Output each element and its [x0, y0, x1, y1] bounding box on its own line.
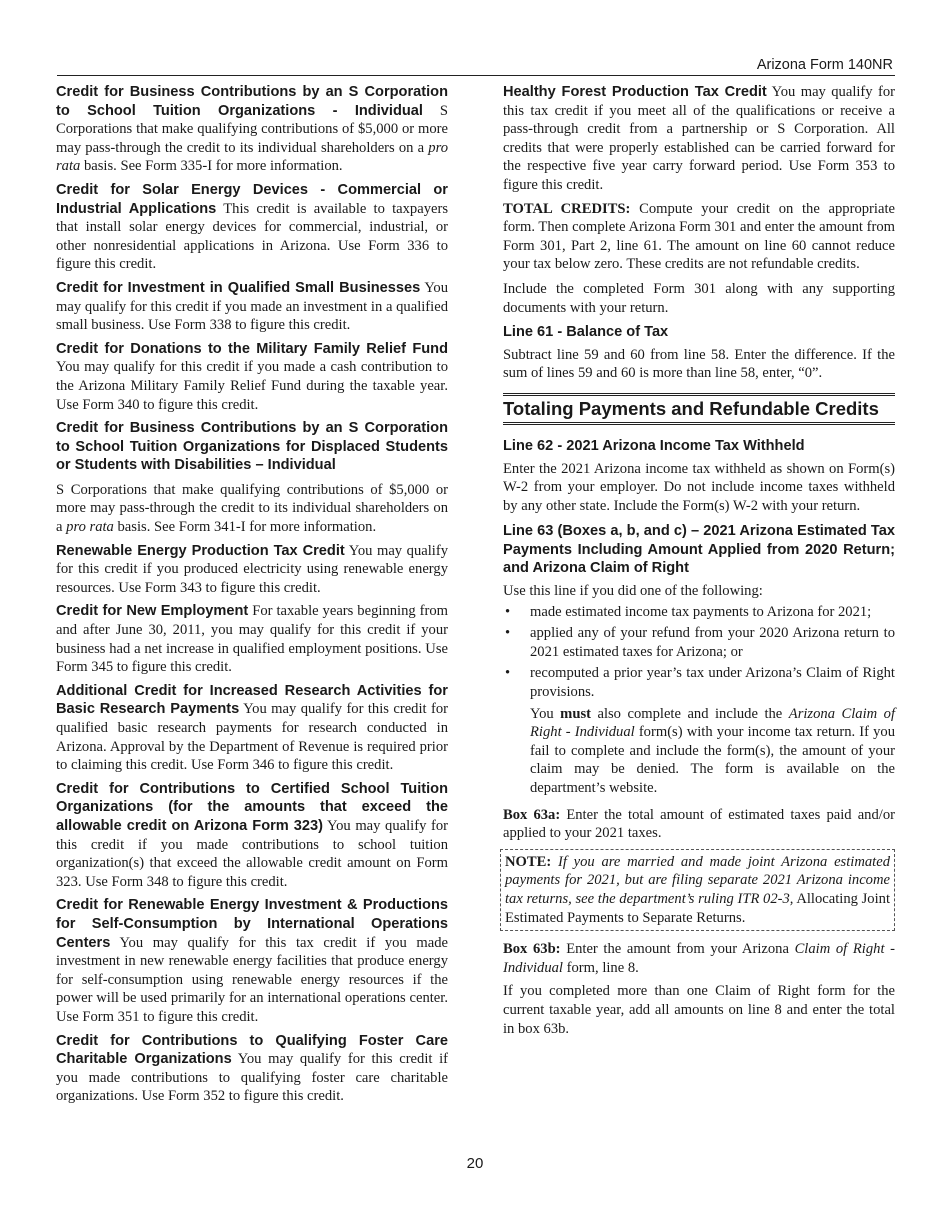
- include-form-301: Include the completed Form 301 along with any supporting documents with your return.: [503, 280, 895, 316]
- header-rule: [57, 75, 895, 76]
- multiple-claims-text: If you completed more than one Claim of Right form for the current taxable year, add all amounts on line 8 and enter the total in box 63b.: [503, 983, 895, 1037]
- bullet-icon: •: [505, 665, 511, 682]
- credit-military-family: Credit for Donations to the Military Family Relief Fund You may qualify for this credit if you made a cash contribution to the Arizona Military Family Relief Fund during the taxable year. Use Form 340 to figure this credit.: [56, 340, 448, 413]
- right-column: [503, 83, 895, 1043]
- left-column: [56, 83, 448, 1111]
- credit-certified-sto: Credit for Contributions to Certified School Tuition Organizations (for the amounts that exceed the allowable credit on Arizona Form 323) You may qualify for this credit if you made contributions to school tuition organization(s) that exceed the allowable credit amount on Form 323. Use Form 348 to figure this credit.: [56, 780, 449, 890]
- line-63-bullets: [503, 603, 895, 702]
- list-item: • made estimated income tax payments to Arizona for 2021;: [505, 603, 872, 620]
- list-item: • applied any of your refund from your 2020 Arizona return to 2021 estimated taxes for Arizona; or: [505, 625, 895, 660]
- credit-renewable-investment: Credit for Renewable Energy Investment & Productions for Self-Consumption by International Operations Centers You may qualify for this tax credit if you made investment in new renewable energy facilities that produce energy for self-consumption using renewable energy resources if the power will be used primarily for an international operations center. Use Form 351 to figure this credit.: [56, 897, 448, 1025]
- credit-solar-energy: Credit for Solar Energy Devices - Commercial or Industrial Applications This credit is available to taxpayers that install solar energy devices for commercial, industrial, or other nonresidential applications in Arizona. Use Form 336 to figure this credit.: [56, 181, 449, 273]
- credit-healthy-forest: Healthy Forest Production Tax Credit You may qualify for this tax credit if you meet all of the qualifications or receive a pass-through credit from a partnership or S Corporation. All credits that were properly established can be carried forward for the respective five year carry forward period. Use Form 353 to figure this credit.: [503, 84, 896, 193]
- credit-s-corp-displaced-heading: Credit for Business Contributions by an S Corporation to School Tuition Organizations for Displaced Students or Students with Disabilities – Individual: [56, 420, 448, 474]
- section-title: Totaling Payments and Refundable Credits: [503, 393, 895, 425]
- credit-renewable-production: Renewable Energy Production Tax Credit You may qualify for this credit if you produced electricity using renewable energy resources. Use Form 343 to figure this credit.: [56, 542, 448, 596]
- form-header: Arizona Form 140NR: [756, 57, 893, 73]
- box-63a: Box 63a: Enter the total amount of estimated taxes paid and/or applied to your 2021 taxes.: [503, 806, 895, 842]
- credit-foster-care: Credit for Contributions to Qualifying Foster Care Charitable Organizations You may qualify for this credit if you made contributions to qualifying foster care charitable organizations. Use Form 352 to figure this credit.: [56, 1032, 448, 1105]
- list-item: • recomputed a prior year’s tax under Arizona’s Claim of Right provisions.: [505, 665, 895, 701]
- bullet-icon: •: [505, 625, 511, 642]
- credit-s-corp-sto: Credit for Business Contributions by an S Corporation to School Tuition Organizations - Individual S Corporations that make qualifying contributions of $5,000 or more may pass-through the credit to its individual shareholders on a pro rata basis. See Form 335-I for more information.: [56, 84, 449, 175]
- line-62-heading: Line 62 - 2021 Arizona Income Tax Withheld: [503, 437, 805, 454]
- line-63-intro: Use this line if you did one of the following:: [503, 583, 763, 600]
- line-62-text: Enter the 2021 Arizona income tax withheld as shown on Form(s) W-2 from your employer. Do not include income taxes withheld by any other state. Include the Form(s) W-2 with your return.: [503, 460, 895, 514]
- total-credits: TOTAL CREDITS: Compute your credit on the appropriate form. Then complete Arizona Form 301 and enter the amount from Form 301, Part 2, line 61. The amount on line 60 cannot reduce your tax below zero. These credits are not refundable credits.: [503, 200, 895, 273]
- note-box: NOTE: If you are married and made joint Arizona estimated payments for 2021, but are filing separate 2021 Arizona income tax returns, see the department’s ruling ITR 02-3, Allocating Joint Estimated Payments to Separate Returns.: [500, 849, 895, 931]
- line-61-text: Subtract line 59 and 60 from line 58. Enter the difference. If the sum of lines 59 and 60 is more than line 58, enter, “0”.: [503, 346, 895, 382]
- page-number: 20: [466, 1155, 484, 1172]
- line-63-heading: Line 63 (Boxes a, b, and c) – 2021 Arizona Estimated Tax Payments Including Amount Applied from 2020 Return; and Arizona Claim of Right: [503, 523, 895, 577]
- credit-small-business: Credit for Investment in Qualified Small Businesses You may qualify for this credit if you made an investment in a qualified small business. Use Form 338 to figure this credit.: [56, 279, 449, 334]
- claim-of-right-instruction: You must also complete and include the Arizona Claim of Right - Individual form(s) with your income tax return. If you fail to complete and include the form(s), the amount of your claim may be denied. The form is available on the department’s website.: [530, 705, 896, 796]
- credit-new-employment: Credit for New Employment For taxable years beginning from and after June 30, 2011, you may qualify for this credit if your business had a net increase in qualified employment positions. Use Form 345 to figure this credit.: [56, 603, 448, 676]
- line-61-heading: Line 61 - Balance of Tax: [503, 324, 669, 341]
- credit-s-corp-displaced-text: S Corporations that make qualifying contributions of $5,000 or more may pass-through the credit to its individual shareholders on a pro rata basis. See Form 341-I for more information.: [56, 481, 448, 536]
- credit-research-activities: Additional Credit for Increased Research Activities for Basic Research Payments You may qualify for this credit for qualified basic research payments for research conducted in Arizona. Approval by the Department of Revenue is required prior to claiming this credit. Use Form 346 to figure this credit.: [56, 682, 448, 774]
- box-63b: Box 63b: Enter the amount from your Arizona Claim of Right - Individual form, line 8.: [503, 941, 895, 976]
- bullet-icon: •: [505, 603, 511, 620]
